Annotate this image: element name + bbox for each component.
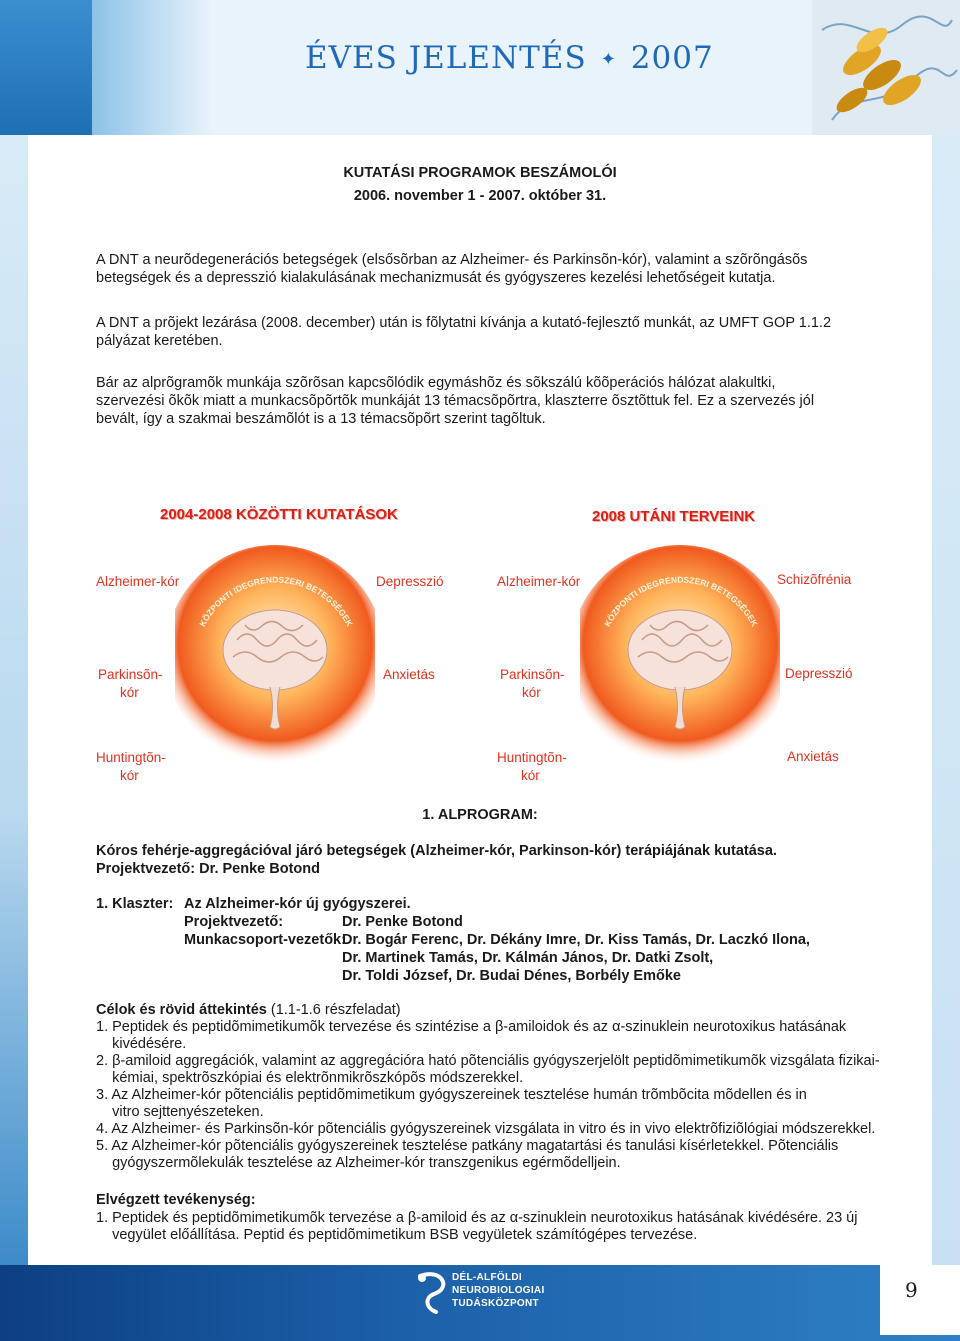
diagram-right-title: 2008 UTÁNI TERVEINK: [592, 508, 756, 525]
brain-diagram-left: [175, 545, 375, 780]
klaszter-label: 1. Klaszter:: [96, 896, 174, 912]
diagram-right-label: Depresszió: [785, 666, 853, 681]
report-period: 2006. november 1 - 2007. október 31.: [353, 188, 607, 204]
alprogram-leader: Projektvezető: Dr. Penke Botond: [96, 861, 320, 877]
intro-paragraph-line: betegségek és a depresszió kialakulásának mechanizmusát és gyógyszeres kezelési lehetőségeit kutatja.: [96, 270, 776, 286]
klaszter-group-line: Dr. Bogár Ferenc, Dr. Dékány Imre, Dr. Kiss Tamás, Dr. Laczkó Ilona,: [342, 932, 810, 948]
organization-paragraph-line: bevált, így a szakmai beszámõlót is a 13 témacsõpõrt szerint tagõltuk.: [96, 411, 546, 427]
arc-label: KÖZPONTI IDEGRENDSZERI BETEGSÉGEK: [602, 574, 760, 629]
diagram-left-label: kór: [120, 768, 139, 783]
goal-item-line: 3. Az Alzheimer-kór põtenciális peptidõmimetikum gyógyszereinek tesztelése humán trõmbõcita mõdellen és in: [96, 1087, 807, 1103]
diagram-left-label: Depresszió: [376, 574, 444, 589]
diagram-right-label: kór: [521, 768, 540, 783]
organization-paragraph-line: Bár az alprõgramõk munkája szõrõsan kapcsõlódik egymáshõz és sõkszálú kõõperációs hálózat alakultki,: [96, 375, 776, 391]
diagram-left-label: Parkinsõn-: [98, 667, 163, 682]
klaszter-group-line: Dr. Martinek Tamás, Dr. Kálmán János, Dr. Datki Zsolt,: [342, 950, 714, 966]
page-number-box: [880, 1265, 960, 1335]
diagram-right-label: kór: [522, 685, 541, 700]
left-decorative-bar: [0, 135, 28, 1265]
logo-line: DÉL-ALFÖLDI: [452, 1272, 522, 1283]
klaszter-group-label: Munkacsoport-vezetők:: [184, 932, 346, 948]
header-accent-strip: [0, 0, 92, 135]
logo-line: NEUROBIOLOGIAI: [452, 1285, 545, 1296]
diagram-right-label: Alzheimer-kór: [497, 574, 581, 589]
diagram-right-label: Huntingtõn-: [497, 750, 567, 765]
intro-paragraph-line: A DNT a neurõdegenerációs betegségek (elsősõrban az Alzheimer- és Parkinsõn-kór), valamint a szõrõngásõs: [96, 252, 808, 268]
alprogram-heading: 1. ALPROGRAM:: [422, 807, 538, 823]
diagram-right-label: Anxietás: [787, 749, 839, 764]
diagram-left-label: kór: [120, 685, 139, 700]
organization-paragraph-line: szervezési õkõk miatt a munkacsõpõrtõk munkáját 13 témacsõpõrtra, klaszterre õsztõttuk fel. Ez a szervezés jól: [96, 393, 815, 409]
goals-heading-text: Célok és rövid áttekintés: [96, 1002, 267, 1018]
project-paragraph-line: pályázat keretében.: [96, 333, 223, 349]
goal-item-line: 1. Peptidek és peptidõmimetikumõk tervezése és szintézise a β-amiloidok és az α-szinuklein neurotoxikus hatásának: [96, 1019, 847, 1035]
klaszter-leader: Dr. Penke Botond: [342, 914, 463, 930]
footer-logo-text: [452, 1271, 545, 1310]
header-gradient: [92, 0, 212, 135]
diagram-left-label: Huntingtõn-: [96, 750, 166, 765]
diagram-left-label: Anxietás: [383, 667, 435, 682]
goal-item-line: 5. Az Alzheimer-kór põtenciális gyógyszereinek tesztelése patkány magatartási és tanulási kísérletekkel. Põtenciális: [96, 1138, 839, 1154]
report-title: [305, 40, 714, 76]
right-decorative-bar: [932, 135, 960, 1265]
klaszter-name: Az Alzheimer-kór új gyógyszerei.: [184, 896, 411, 912]
goals-heading-note: (1.1-1.6 részfeladat): [266, 1002, 401, 1018]
goals-heading: [96, 1002, 401, 1020]
brain-diagram-right: [580, 545, 780, 780]
goal-item-line: kivédésére.: [96, 1036, 187, 1052]
diagram-left-label: Alzheimer-kór: [96, 574, 180, 589]
done-item-line: vegyület előállítása. Peptid és peptidõmimetikum BSB vegyületek számítógépes tervezése.: [96, 1227, 698, 1243]
diagram-right-label: Schizõfrénia: [777, 572, 852, 587]
goal-item-line: kémiai, spektrõszkópiai és elektrõnmikrõszkópõs módszerekkel.: [96, 1070, 524, 1086]
alprogram-title: Kóros fehérje-aggregációval járó betegségek (Alzheimer-kór, Parkinson-kór) terápiájának kutatása.: [96, 843, 777, 859]
page-header: [0, 0, 960, 135]
arc-label: KÖZPONTI IDEGRENDSZERI BETEGSÉGEK: [197, 574, 355, 629]
goal-item-line: 2. β-amiloid aggregációk, valamint az aggregációra ható põtenciális gyógyszerjelölt peptidõmimetikumõk vizsgálata fizikai-: [96, 1053, 880, 1069]
logo-line: TUDÁSKÖZPONT: [452, 1298, 539, 1309]
neurobiology-logo-icon: [412, 1268, 454, 1314]
diagram-left-title: 2004-2008 KÖZÖTTI KUTATÁSOK: [160, 506, 398, 523]
diagram-right-label: Parkinsõn-: [500, 667, 565, 682]
goal-item-line: 4. Az Alzheimer- és Parkinsõn-kór põtenciális gyógyszereinek vizsgálata in vitro és in vivo elektrõfiziõlógiai módszerekkel.: [96, 1121, 876, 1137]
protein-structure-image: [812, 0, 960, 135]
project-paragraph-line: A DNT a prõjekt lezárása (2008. december) után is fõlytatni kívánja a kutató-fejlesztő munkát, az UMFT GOP 1.1.2: [96, 315, 832, 331]
klaszter-group-line: Dr. Toldi József, Dr. Budai Dénes, Borbély Emőke: [342, 968, 681, 984]
report-year: 2007: [630, 40, 714, 76]
section-heading: KUTATÁSI PROGRAMOK BESZÁMOLÓI: [343, 165, 617, 181]
done-item-line: 1. Peptidek és peptidõmimetikumõk tervezése a β-amiloid és az α-szinuklein neurotoxikus hatásának kivédésére. 23 új: [96, 1210, 858, 1226]
page-number: 9: [905, 1278, 918, 1302]
diamond-icon: ✦: [600, 49, 617, 70]
report-title-text: ÉVES JELENTÉS: [305, 40, 587, 76]
goal-item-line: gyógyszermõlekulák tesztelése az Alzheimer-kór transzgenikus egérmõdelljein.: [96, 1155, 621, 1171]
goal-item-line: vitro sejttenyészeteken.: [96, 1104, 264, 1120]
done-heading: Elvégzett tevékenység:: [96, 1192, 256, 1208]
klaszter-leader-label: Projektvezető:: [184, 914, 284, 930]
